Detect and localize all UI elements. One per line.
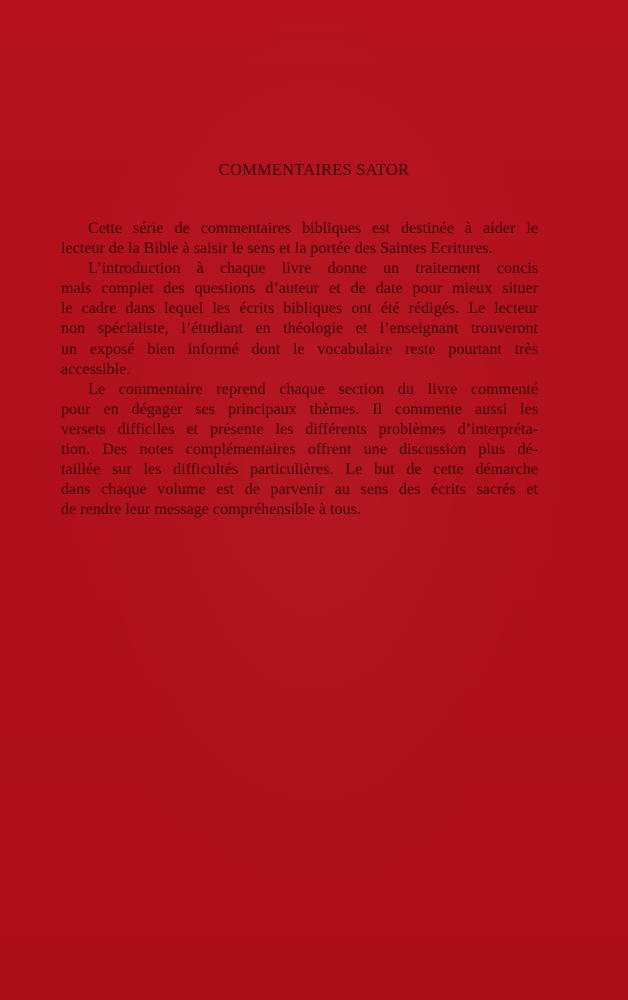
paragraph-2 [61, 259, 538, 380]
text-line: mais complet des questions d’auteur et de date pour mieux situer [61, 280, 538, 298]
text-line: de rendre leur message compréhensible à tous. [61, 501, 361, 519]
text-line: tion. Des notes complémentaires offrent une discussion plus dé- [61, 441, 538, 459]
text-line: dans chaque volume est de parvenir au sens des écrits sacrés et [61, 481, 538, 499]
text-line: lecteur de la Bible à saisir le sens et la portée des Saintes Ecritures. [61, 240, 493, 258]
text-line: taillée sur les difficultés particulières. Le but de cette démarche [61, 461, 538, 479]
paragraph-3 [61, 380, 538, 521]
text-line: le cadre dans lequel les écrits bibliques ont été rédigés. Le lecteur [61, 300, 538, 318]
series-title: COMMENTAIRES SATOR [218, 160, 410, 179]
text-line: Le commentaire reprend chaque section du livre commenté [88, 380, 538, 398]
series-description [61, 219, 538, 520]
text-line: versets difficiles et présente les différents problèmes d’interpréta- [61, 420, 538, 438]
text-line: accessible. [61, 360, 131, 378]
text-line: Cette série de commentaires bibliques est destinée à aider le [88, 220, 538, 237]
paragraph-1 [61, 219, 538, 259]
text-line: pour en dégager ses principaux thèmes. Il commente aussi les [61, 400, 538, 418]
text-line: L’introduction à chaque livre donne un traitement concis [88, 260, 538, 278]
text-line: un exposé bien informé dont le vocabulaire reste pourtant très [61, 340, 538, 358]
text-line: non spécialiste, l’étudiant en théologie et l’enseignant trouveront [61, 320, 538, 338]
